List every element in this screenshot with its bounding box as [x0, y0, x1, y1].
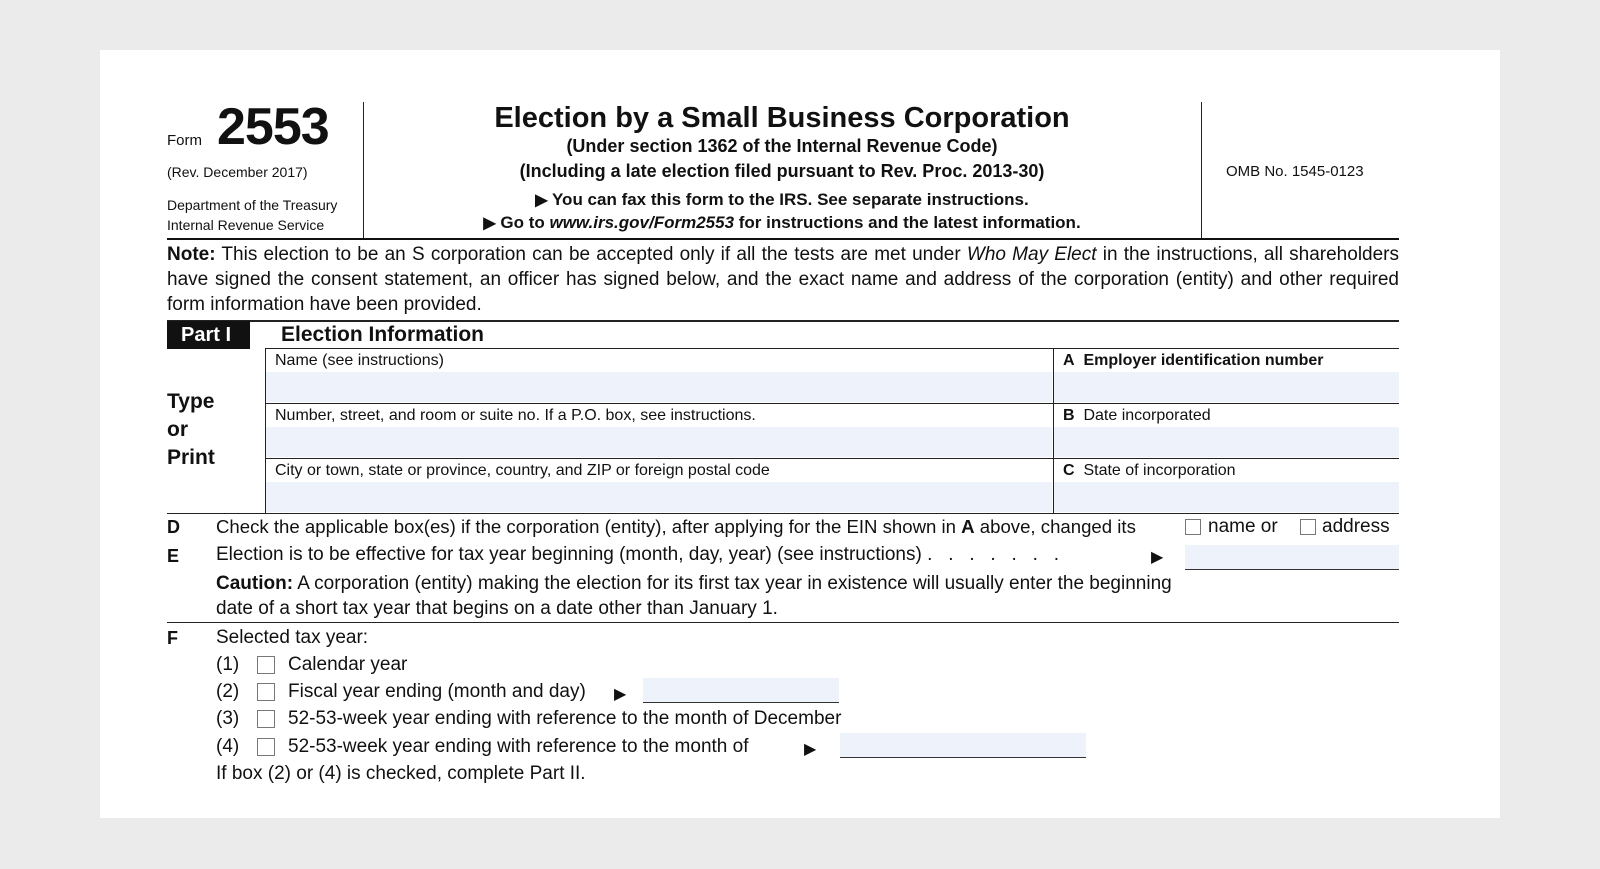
city-label: City or town, state or province, country, and ZIP or foreign postal code [275, 462, 770, 479]
city-input[interactable] [266, 482, 1052, 512]
changed-address-label: address [1322, 516, 1390, 537]
form-title: Election by a Small Business Corporation [494, 102, 1070, 134]
note-text-2: in the instructions, all shareholders have signed the consent statement, an officer has signed below, and the exact name and address of the corporation (entity) and other required form information have been provided. [167, 244, 1399, 315]
date-incorporated-input[interactable] [1054, 427, 1399, 457]
part1-title: Election Information [281, 323, 485, 346]
date-incorporated-text: Date incorporated [1083, 407, 1211, 424]
fiscal-year-checkbox[interactable] [257, 683, 275, 701]
date-incorporated-label [1063, 407, 1211, 425]
state-incorporation-label [1063, 462, 1236, 480]
name-input[interactable] [266, 372, 1052, 402]
note-italic: Who May Elect [966, 244, 1097, 265]
goto-suffix: for instructions and the latest information. [734, 213, 1081, 232]
caution-body: A corporation (entity) making the election for its first tax year in existence will usually enter the beginning date of a short tax year that begins on a date other than January 1. [216, 573, 1172, 619]
line-f-letter: F [167, 628, 178, 648]
note-paragraph [167, 242, 1399, 317]
date-incorporated-letter: B [1063, 407, 1075, 424]
option-2-number: (2) [216, 681, 240, 702]
arrow-right-icon: ▶ [614, 686, 627, 703]
state-incorporation-text: State of incorporation [1083, 462, 1236, 479]
or-word: or [167, 418, 188, 441]
type-word: Type [167, 390, 215, 413]
changed-name-checkbox[interactable] [1185, 519, 1201, 535]
line-d-text-post: above, changed its [974, 516, 1136, 537]
week-month-input[interactable] [840, 733, 1086, 758]
form-number: 2553 [217, 98, 329, 156]
week-month-checkbox[interactable] [257, 738, 275, 756]
ein-text: Employer identification number [1083, 352, 1324, 369]
form-page [100, 50, 1500, 818]
option-4-number: (4) [216, 736, 240, 757]
arrow-right-icon: ▶ [535, 192, 548, 209]
omb-number: OMB No. 1545-0123 [1226, 163, 1364, 180]
line-d-text-pre: Check the applicable box(es) if the corporation (entity), after applying for the EIN shown in [216, 516, 962, 537]
changed-name-label: name or [1208, 516, 1278, 537]
note-text-1: This election to be an S corporation can be accepted only if all the tests are met under [215, 244, 967, 265]
print-word: Print [167, 446, 215, 469]
ein-input[interactable] [1054, 372, 1399, 402]
street-input[interactable] [266, 427, 1052, 457]
week-december-checkbox[interactable] [257, 710, 275, 728]
ein-letter: A [1063, 352, 1075, 369]
irs-line: Internal Revenue Service [167, 217, 325, 233]
fiscal-year-label: Fiscal year ending (month and day) [288, 681, 586, 702]
line-d-letter: D [167, 517, 180, 537]
week-december-label: 52-53-week year ending with reference to the month of December [288, 708, 842, 729]
header-divider-left [363, 102, 364, 239]
department-line: Department of the Treasury [167, 197, 338, 213]
option-1-number: (1) [216, 654, 240, 675]
state-incorporation-input[interactable] [1054, 482, 1399, 512]
goto-prefix: Go to [500, 213, 550, 232]
form-subtitle-1: (Under section 1362 of the Internal Revenue Code) [566, 136, 998, 156]
part1-title-rule [265, 348, 1399, 349]
street-label: Number, street, and room or suite no. If a P.O. box, see instructions. [275, 407, 756, 424]
ein-label [1063, 352, 1323, 370]
arrow-right-icon: ▶ [804, 741, 817, 758]
header-divider-right [1201, 102, 1202, 239]
part1-top-rule [167, 320, 1399, 322]
part2-instruction: If box (2) or (4) is checked, complete Part II. [216, 763, 586, 784]
line-e-text: Election is to be effective for tax year beginning (month, day, year) (see instructions) . . . . . . . [216, 544, 1060, 565]
fax-instruction [402, 190, 1162, 210]
effective-date-input[interactable] [1185, 545, 1399, 570]
line-d-text-bold: A [961, 516, 975, 537]
name-label: Name (see instructions) [275, 352, 444, 369]
grid-row-rule-1 [265, 403, 1399, 404]
fax-text: You can fax this form to the IRS. See separate instructions. [551, 190, 1029, 209]
caution-label: Caution: [216, 573, 294, 594]
form-word: Form [167, 132, 202, 149]
type-or-print-label [167, 388, 215, 472]
arrow-right-icon: ▶ [1151, 549, 1164, 566]
state-incorporation-letter: C [1063, 462, 1075, 479]
line-f-top-rule [167, 622, 1399, 623]
arrow-right-icon: ▶ [483, 215, 496, 232]
goto-instruction [402, 213, 1162, 233]
calendar-year-label: Calendar year [288, 654, 408, 675]
fiscal-year-end-input[interactable] [643, 678, 839, 703]
grid-bottom-rule [167, 513, 1399, 514]
line-d-text [216, 516, 1136, 538]
part1-tag: Part I [167, 321, 250, 349]
grid-row-rule-2 [265, 458, 1399, 459]
line-e-letter: E [167, 546, 180, 566]
revision-date: (Rev. December 2017) [167, 164, 308, 180]
line-f-title: Selected tax year: [216, 627, 369, 648]
caution-text [216, 571, 1176, 621]
week-month-label: 52-53-week year ending with reference to the month of [288, 736, 749, 757]
note-label: Note: [167, 244, 216, 265]
irs-url-link[interactable]: www.irs.gov/Form2553 [549, 213, 735, 232]
option-3-number: (3) [216, 708, 240, 729]
calendar-year-checkbox[interactable] [257, 656, 275, 674]
changed-address-checkbox[interactable] [1300, 519, 1316, 535]
header-rule [167, 238, 1399, 240]
form-subtitle-2: (Including a late election filed pursuant to Rev. Proc. 2013-30) [519, 161, 1045, 181]
